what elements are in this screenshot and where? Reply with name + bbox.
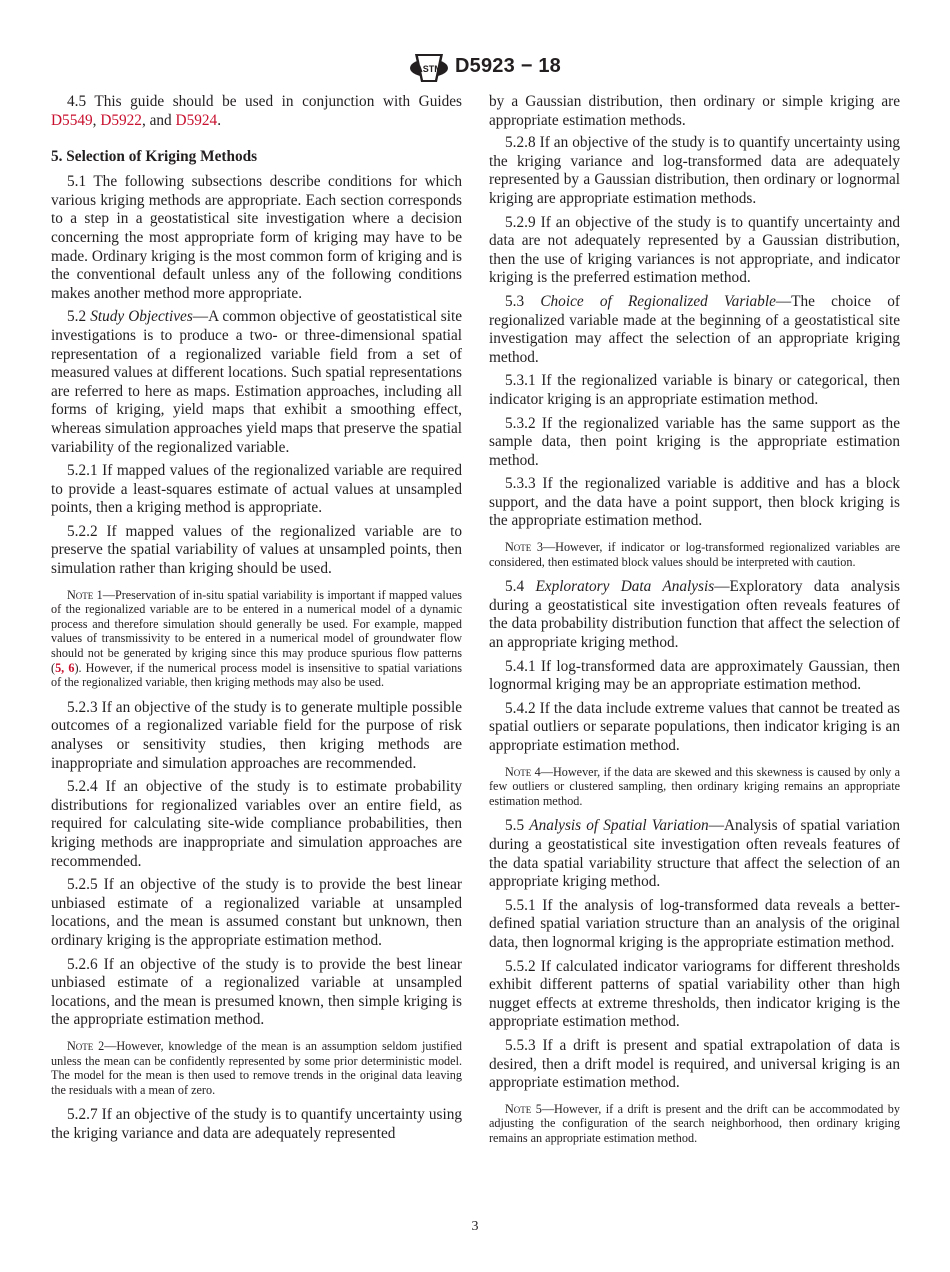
logo-text: ASTM — [416, 64, 442, 74]
section-5-heading: 5. Selection of Kriging Methods — [51, 148, 258, 166]
paragraph-5-1: 5.1 The following subsections describe conditions for which various kriging methods are appropriate. Each section corresponds to a step in a geostatistical site investigation where a decision concerning the most appropriate form of kriging may have to be made. Ordinary kriging is the most common form of kriging and is the conventional default unless any of the following conditions makes another method more appropriate. — [51, 173, 462, 302]
note-2: Note 2—However, knowledge of the mean is an assumption seldom justified unless the mean can be confidently represented by some prior deterministic model. The model for the mean is then used to remove trends in the original data leaving the residuals with a mean of zero. — [51, 1038, 462, 1097]
paragraph-5-5-3: 5.5.3 If a drift is present and spatial extrapolation of data is desired, then a drift model is required, and universal kriging is an appropriate estimation method. — [489, 1036, 900, 1092]
ref-d5549-link[interactable]: D5549 — [51, 111, 93, 129]
right-column — [489, 93, 900, 1154]
ref-d5922-link[interactable]: D5922 — [100, 111, 142, 129]
paragraph-4-5: 4.5 This guide should be used in conjunction with Guides D5549, D5922, and D5924. — [51, 93, 462, 129]
note-3: Note 3—However, if indicator or log-transformed regionalized variables are considered, then estimated block values should be interpreted with caution. — [489, 540, 900, 569]
paragraph-5-2-2: 5.2.2 If mapped values of the regionalized variable are to preserve the spatial variability of values at unsampled points, then simulation rather than kriging should be used. — [51, 522, 462, 578]
paragraph-5-2-5: 5.2.5 If an objective of the study is to provide the best linear unbiased estimate of a regionalized variable at unsampled locations, and the mean is assumed constant but unknown, then ordinary kriging is the appropriate estimation method. — [51, 876, 462, 949]
paragraph-5-3-2: 5.3.2 If the regionalized variable has the same support as the sample data, then point kriging is the appropriate estimation method. — [489, 414, 900, 469]
ref-5-6-link[interactable]: 5, 6 — [55, 660, 75, 675]
paragraph-5-2-9: 5.2.9 If an objective of the study is to quantify uncertainty and data are not adequately represented by a Gaussian distribution, then the use of kriging variances is not appropriate, and indicator kriging is the preferred estimation method. — [489, 213, 900, 287]
paragraph-5-5-1: 5.5.1 If the analysis of log-transformed data reveals a better-defined spatial variation structure than an analysis of the original data, then lognormal kriging is the appropriate estimation method. — [489, 896, 900, 951]
paragraph-5-3: 5.3 Choice of Regionalized Variable—The choice of regionalized variable made at the beginning of a geostatistical site investigation may affect the selection of an appropriate kriging method. — [489, 292, 900, 366]
paragraph-5-5-2: 5.5.2 If calculated indicator variograms for different thresholds exhibit different patterns of spatial variability other than high nugget effects at extreme thresholds, then indicator kriging is the appropriate estimation method. — [489, 957, 900, 1031]
left-column — [51, 93, 462, 1143]
paragraph-5-2-1: 5.2.1 If mapped values of the regionalized variable are required to provide a least-squares estimate of actual values at unsampled points, then a kriging method is appropriate. — [51, 462, 462, 517]
paragraph-5-2-6: 5.2.6 If an objective of the study is to provide the best linear unbiased estimate of a regionalized variable at unsampled locations, and the mean is presumed known, then simple kriging is the appropriate estimation method. — [51, 955, 462, 1029]
paragraph-5-4: 5.4 Exploratory Data Analysis—Exploratory data analysis during a geostatistical site investigation often reveals features of the data probability distribution function that affect the selection of an appropriate kriging method. — [489, 578, 900, 652]
paragraph-5-4-2: 5.4.2 If the data include extreme values that cannot be treated as spatial outliers or separate populations, then indicator kriging is an appropriate estimation method. — [489, 699, 900, 754]
page-number: 3 — [471, 1219, 479, 1234]
astm-logo-icon — [409, 52, 449, 84]
paragraph-5-2-4: 5.2.4 If an objective of the study is to estimate probability distributions for regionalized variables over an entire field, as required for calculating site-wide compliance probabilities, then kriging methods are inappropriate and simulation approaches are recommended. — [51, 778, 462, 870]
note-1: Note 1—Preservation of in-situ spatial variability is important if mapped values of the regionalized variable are to be entered in a numerical model of a dynamic process and therefore simulation should generally be used. For example, mapped values of transmissivity to be entered in a numerical model of groundwater flow should not be generated by kriging since this may produce spurious flow patterns (5, 6). However, if the numerical process model is insensitive to spatial variations of the regionalized variable, then kriging methods may also be used. — [51, 587, 462, 690]
paragraph-5-2: 5.2 Study Objectives—A common objective of geostatistical site investigations is to produce a two- or three-dimensional spatial representation of a regionalized variable field from a set of measured values at different locations. Such spatial representations are referred to here as maps. Estimation approaches, including all forms of kriging, yield maps that exhibit a smoothing effect, whereas simulation approaches yield maps that preserve the spatial variability of the regionalized variable. — [51, 308, 463, 456]
note-4: Note 4—However, if the data are skewed and this skewness is caused by only a few outliers or clustered sampling, then ordinary kriging remains an appropriate estimation method. — [489, 764, 900, 808]
page-header — [0, 52, 950, 86]
ref-d5924-link[interactable]: D5924 — [175, 111, 218, 129]
paragraph-5-4-1: 5.4.1 If log-transformed data are approximately Gaussian, then lognormal kriging may be an appropriate estimation method. — [489, 657, 900, 694]
paragraph-5-3-3: 5.3.3 If the regionalized variable is additive and has a block support, and the data have a point support, then block kriging is the appropriate estimation method. — [489, 475, 900, 530]
paragraph-5-3-1: 5.3.1 If the regionalized variable is binary or categorical, then indicator kriging is an appropriate estimation method. — [489, 372, 900, 408]
paragraph-5-5: 5.5 Analysis of Spatial Variation—Analysis of spatial variation during a geostatistical site investigation often reveals features of the data spatial variability structure that affect the selection of an appropriate kriging method. — [489, 817, 900, 891]
paragraph-5-2-3: 5.2.3 If an objective of the study is to generate multiple possible outcomes of a regionalized variable field for the purpose of risk analyses or sensitivity studies, then kriging methods are inappropriate and simulation approaches are recommended. — [51, 698, 462, 772]
note-5: Note 5—However, if a drift is present and the drift can be accommodated by adjusting the configuration of the search neighborhood, then ordinary kriging remains an appropriate estimation method. — [489, 1101, 900, 1145]
paragraph-5-2-7: 5.2.7 If an objective of the study is to quantify uncertainty using the kriging variance and data are adequately represented — [51, 1106, 462, 1142]
paragraph-5-2-8: 5.2.8 If an objective of the study is to quantify uncertainty using the kriging variance and log-transformed data are adequately represented by a Gaussian distribution, then ordinary or lognormal kriging are appropriate estimation methods. — [489, 134, 900, 207]
paragraph-5-2-7-continued: by a Gaussian distribution, then ordinary or simple kriging are appropriate estimation methods. — [489, 93, 900, 129]
document-id: D5923 − 18 — [455, 55, 561, 77]
